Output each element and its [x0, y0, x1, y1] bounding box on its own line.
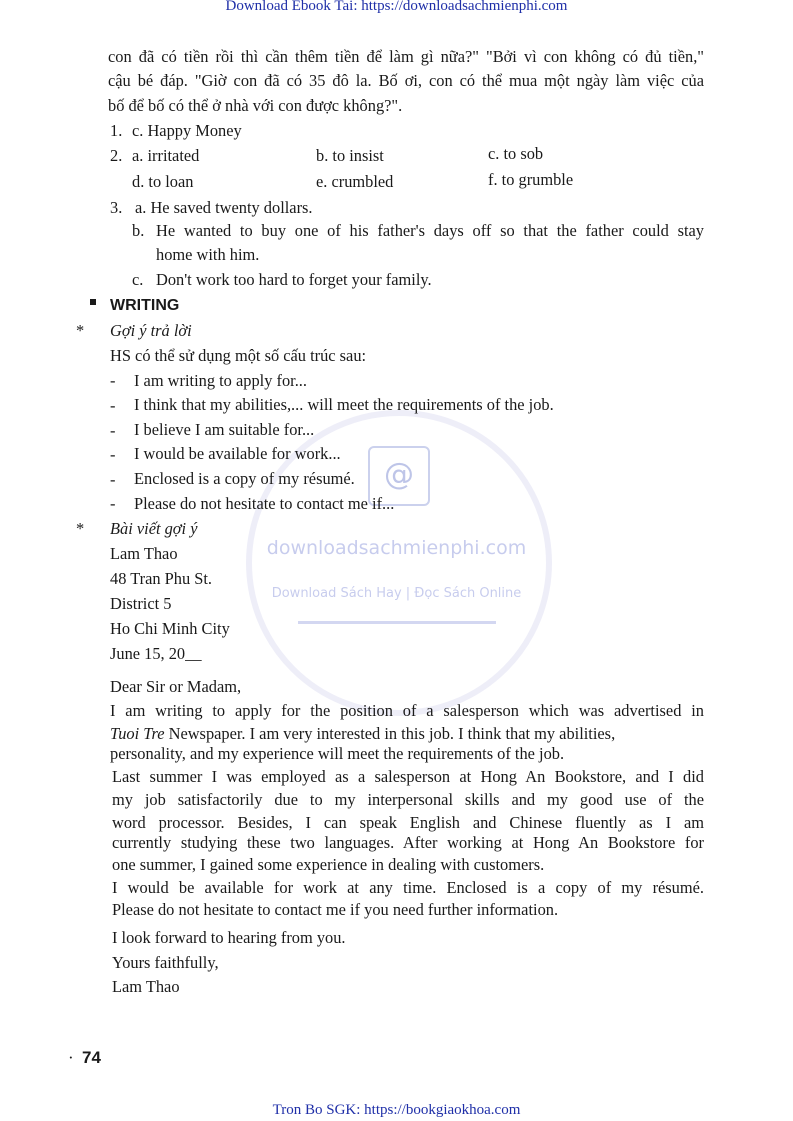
writing-heading: WRITING [110, 297, 180, 314]
structure-item: I would be available for work... [134, 444, 341, 463]
story-line-2: cậu bé đáp. "Giờ con đã có 35 đô la. Bố ơi, con có thể mua một ngày làm việc của [108, 71, 704, 90]
dash: - [110, 371, 116, 390]
dash: - [110, 421, 116, 440]
closing-line: I look forward to hearing from you. [112, 928, 346, 947]
sender-district: District 5 [110, 594, 172, 613]
sender-city: Ho Chi Minh City [110, 619, 230, 638]
dash: - [110, 494, 116, 513]
answer-3b-label: b. [132, 221, 145, 240]
answer-3a: a. He saved twenty dollars. [135, 198, 313, 217]
answer-2b: b. to insist [316, 146, 384, 165]
answer-2c: c. to sob [488, 144, 544, 163]
answer-2-number: 2. [110, 146, 123, 165]
answer-3-number: 3. [110, 198, 123, 217]
page-header-link[interactable]: Download Ebook Tai: https://downloadsachmienphi.com [225, 0, 568, 14]
paragraph-2-line-4: currently studying these two languages. After working at Hong An Bookstore for [112, 833, 704, 852]
paragraph-2-line-2: my job satisfactorily due to my interpersonal skills and my good use of the [112, 790, 704, 809]
watermark-tagline: Download Sách Hay | Đọc Sách Online [271, 586, 522, 601]
suggest-marker: * [76, 321, 85, 340]
dash: - [110, 396, 116, 415]
structure-item: Please do not hesitate to contact me if... [134, 494, 395, 513]
sender-street: 48 Tran Phu St. [110, 569, 213, 588]
section-bullet-icon [90, 299, 96, 305]
watermark-site: downloadsachmienphi.com [266, 537, 527, 559]
story-line-1: con đã có tiền rồi thì cần thêm tiền để làm gì nữa?" "Bởi vì con không có đủ tiền," [108, 47, 704, 66]
sample-marker: * [76, 519, 85, 538]
paragraph-1-line-2-rest: Newspaper. I am very interested in this job. I think that my abilities, [164, 724, 616, 743]
answer-2f: f. to grumble [488, 170, 574, 189]
newspaper-name: Tuoi Tre [110, 724, 165, 743]
paragraph-2-line-3: word processor. Besides, I can speak English and Chinese fluently as I am [112, 813, 704, 832]
salutation: Dear Sir or Madam, [110, 677, 242, 696]
paragraph-3-line-2: Please do not hesitate to contact me if you need further information. [112, 900, 559, 919]
dash: - [110, 470, 116, 489]
answer-3b-line-1: He wanted to buy one of his father's days off so that the father could stay [156, 221, 704, 240]
paragraph-2-line-1: Last summer I was employed as a salesperson at Hong An Bookstore, and I did [112, 767, 704, 786]
page-number-dot: · [68, 1048, 74, 1067]
answer-2d: d. to loan [132, 172, 194, 191]
answer-3c-label: c. [132, 270, 144, 289]
structure-item: I am writing to apply for... [134, 371, 307, 390]
structure-item: I think that my abilities,... will meet the requirements of the job. [134, 395, 554, 414]
closing-phrase: Yours faithfully, [112, 953, 219, 972]
letter-date: June 15, 20__ [110, 644, 202, 663]
answer-2a: a. irritated [132, 146, 200, 165]
answer-3b-line-2: home with him. [156, 245, 260, 264]
signature-name: Lam Thao [112, 977, 180, 996]
structure-item: I believe I am suitable for... [134, 420, 315, 439]
watermark-bar [298, 621, 496, 624]
answer-1-number: 1. [110, 121, 123, 140]
answer-3c: Don't work too hard to forget your family. [156, 270, 432, 289]
story-line-3: bố để bố có thể ở nhà với con được không?". [108, 96, 403, 115]
structure-item: Enclosed is a copy of my résumé. [134, 469, 355, 488]
page-footer-link[interactable]: Tron Bo SGK: https://bookgiaokhoa.com [272, 1102, 521, 1118]
paragraph-3-line-1: I would be available for work at any time. Enclosed is a copy of my résumé. [112, 878, 704, 897]
page-number: 74 [82, 1048, 101, 1067]
paragraph-1-line-3: personality, and my experience will meet the requirements of the job. [110, 744, 565, 763]
suggest-title: Gợi ý trả lời [110, 321, 192, 340]
sender-name: Lam Thao [110, 544, 178, 563]
watermark-book-icon: @ [368, 446, 430, 506]
sample-title: Bài viết gợi ý [110, 519, 198, 538]
structures-intro: HS có thể sử dụng một số cấu trúc sau: [110, 346, 367, 365]
dash: - [110, 445, 116, 464]
paragraph-1-line-2 [110, 724, 706, 744]
paragraph-1-line-1: I am writing to apply for the position of a salesperson which was advertised in [110, 701, 704, 720]
paragraph-2-line-5: one summer, I gained some experience in dealing with customers. [112, 855, 545, 874]
answer-1-text: c. Happy Money [132, 121, 242, 140]
answer-2e: e. crumbled [316, 172, 394, 191]
